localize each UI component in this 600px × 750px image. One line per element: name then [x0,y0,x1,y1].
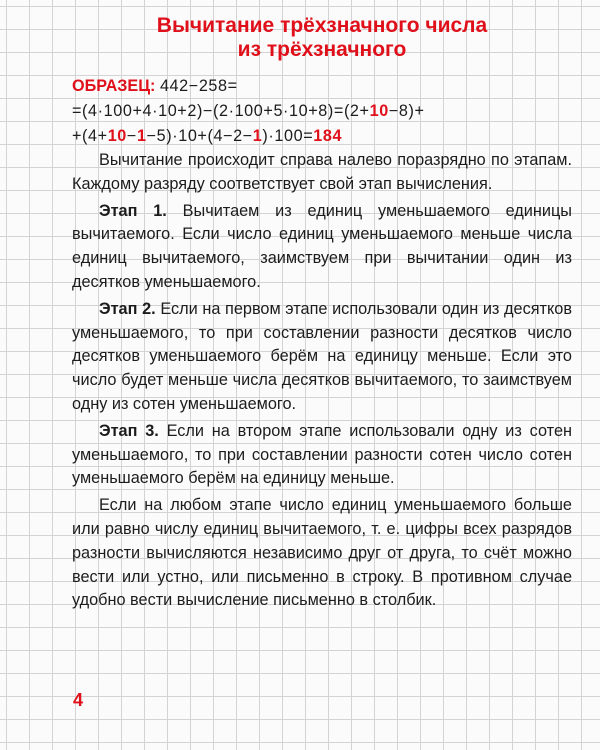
page-number: 4 [73,690,84,710]
sample-line-3-red-1: 10 [107,127,127,145]
page-content [72,14,572,616]
sample-expression: 442−258= [159,77,238,95]
sample-label: ОБРАЗЕЦ: [72,77,156,95]
sample-line-1 [72,74,572,99]
title-line-1: Вычитание трёхзначного числа [156,14,488,37]
sample-line-2 [72,99,572,124]
stage-3-text: Если на втором этапе использовали одну из сотен уменьшаемого, то при составлении разности сотен число сотен уменьшаемого берём на единицу меньше. [72,421,572,488]
sample-line-3-b: − [126,127,137,145]
sample-result: 184 [313,127,343,145]
stage-2-label: Этап 2. [99,299,156,318]
page-title [72,14,572,62]
stage-1-paragraph [72,200,572,295]
sample-line-3-red-3: 1 [252,127,263,145]
sample-line-3-c: −5)·10+(4−2− [146,127,253,145]
sample-line-2-a: =(4·100+4·10+2)−(2·100+5·10+8)=(2+ [72,102,370,120]
sample-line-2-red: 10 [369,102,389,120]
intro-paragraph: Вычитание происходит справа налево поразрядно по этапам. Каждому разряду соответствует свой этап вычисления. [72,151,572,193]
stage-1-label: Этап 1. [99,201,167,220]
final-paragraph: Если на любом этапе число единиц уменьшаемого больше или равно числу единиц вычитаемого, т. е. цифры всех разрядов разности вычисляются независимо друг от друга, то счёт можно вести или устно, или письменно в строку. В противном случае удобно вести вычисление письменно в столбик. [72,496,572,610]
sample-line-2-b: −8)+ [388,102,425,120]
stage-2-text: Если на первом этапе использовали один из десятков уменьшаемого, то при составлении разности десятков число десятков уменьшаемого берём на единицу меньше. Если это число будет меньше числа десятков вычитаемого, то заимствуем одну из сотен уменьшаемого. [72,299,572,413]
title-line-2: из трёхзначного [237,38,407,61]
sample-line-3-d: )·100= [262,127,314,145]
stage-3-label: Этап 3. [99,421,159,440]
sample-line-3 [72,124,572,149]
sample-block [72,74,572,149]
sample-line-3-a: +(4+ [72,127,108,145]
stage-2-paragraph [72,298,572,417]
sample-line-3-red-2: 1 [136,127,147,145]
stage-1-text: Вычитаем из единиц уменьшаемого единицы вычитаемого. Если число единиц уменьшаемого меньше числа единиц вычитаемого, заимствуем при вычитании один из десятков уменьшаемого. [72,201,572,291]
stage-3-paragraph [72,420,572,491]
